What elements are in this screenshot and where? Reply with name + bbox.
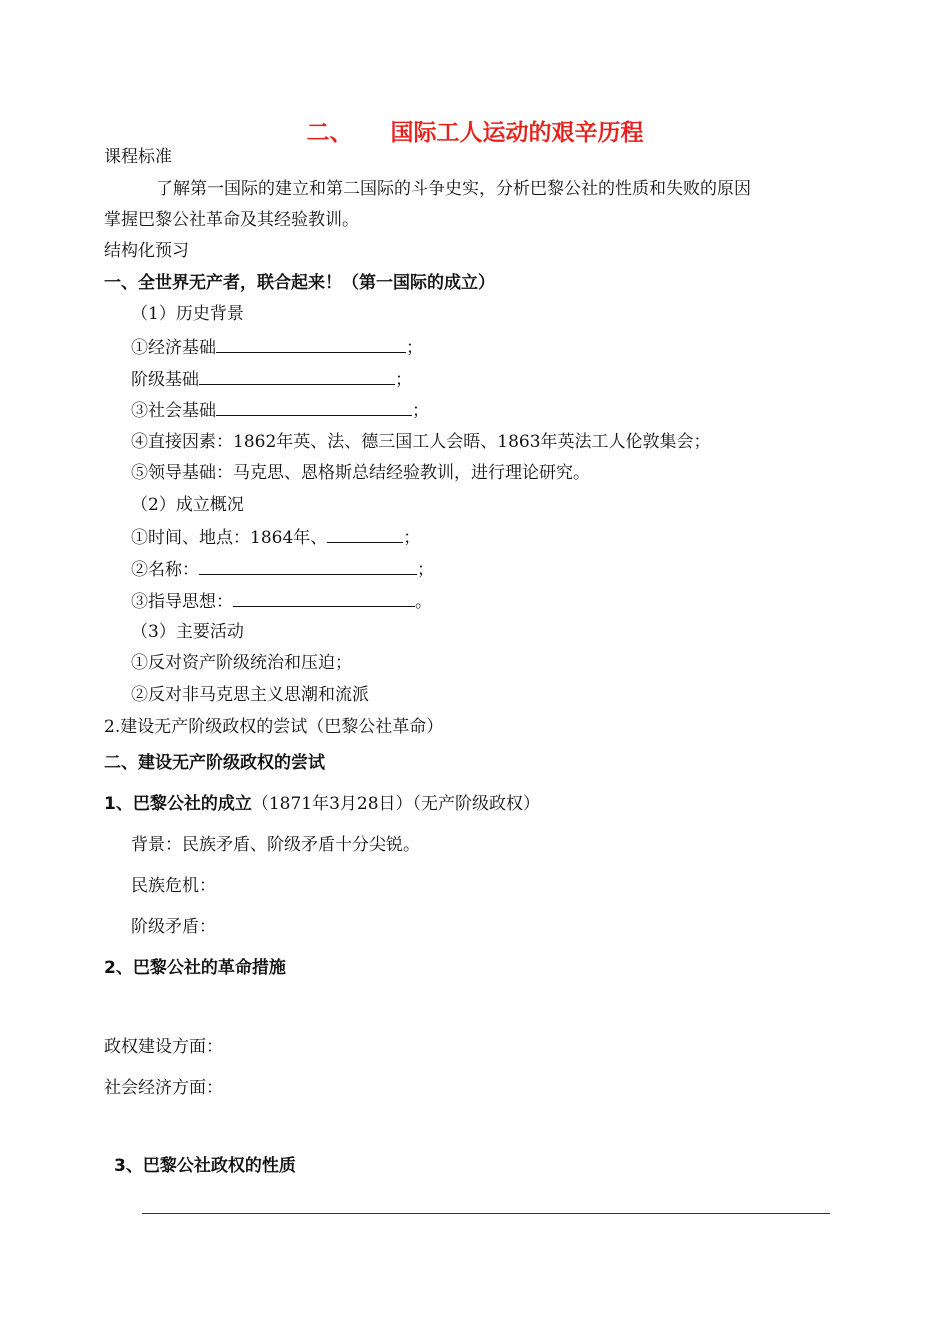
- title-text: 国际工人运动的艰辛历程: [390, 120, 644, 146]
- background-heading: （1）历史背景: [131, 304, 244, 324]
- commune-founding-item: [104, 793, 540, 815]
- answer-line[interactable]: [142, 1213, 830, 1214]
- commune-background: 背景：民族矛盾、阶级矛盾十分尖锐。: [131, 835, 420, 855]
- section-1-heading: 一、全世界无产者，联合起来！（第一国际的成立）: [104, 273, 495, 293]
- commune-founding-date: （1871年3月28日）（无产阶级政权）: [251, 794, 541, 814]
- commune-founding-label: 1、巴黎公社的成立: [104, 794, 252, 814]
- guiding-idea-blank[interactable]: [233, 590, 415, 607]
- section-2-intro: 2.建设无产阶级政权的尝试（巴黎公社革命）: [104, 717, 444, 737]
- social-basis-blank[interactable]: [216, 399, 412, 416]
- section-2-heading: 二、建设无产阶级政权的尝试: [104, 753, 325, 773]
- name-blank[interactable]: [199, 558, 417, 575]
- activity-1: ①反对资产阶级统治和压迫；: [131, 653, 352, 673]
- time-place-item: ①时间、地点：1864年、 ；: [131, 528, 421, 548]
- establishment-heading: （2）成立概况: [131, 495, 244, 515]
- document-title: [0, 118, 950, 148]
- standard-line-2: 掌握巴黎公社革命及其经验教训。: [104, 210, 359, 230]
- standard-line-1: 了解第一国际的建立和第二国际的斗争史实，分析巴黎公社的性质和失败的原因: [156, 179, 751, 199]
- revolutionary-measures-heading: 2、巴黎公社的革命措施: [104, 958, 286, 978]
- class-basis-item: 阶级基础 ；: [131, 370, 412, 390]
- standard-heading: 课程标准: [104, 147, 172, 167]
- guiding-idea-item: ③指导思想： 。: [131, 592, 432, 612]
- economic-basis-blank[interactable]: [216, 336, 406, 353]
- activity-2: ②反对非马克思主义思潮和流派: [131, 685, 369, 705]
- name-item: ②名称： ；: [131, 560, 434, 580]
- national-crisis-label: 民族危机：: [131, 876, 216, 896]
- direct-factor-item: ④直接因素：1862年英、法、德三国工人会晤、1863年英法工人伦敦集会；: [131, 432, 711, 452]
- class-conflict-label: 阶级矛盾：: [131, 917, 216, 937]
- leadership-basis-item: ⑤领导基础：马克思、恩格斯总结经验教训，进行理论研究。: [131, 463, 590, 483]
- preview-heading: 结构化预习: [104, 241, 189, 261]
- socioeconomic-label: 社会经济方面：: [104, 1078, 223, 1098]
- place-blank[interactable]: [327, 526, 403, 543]
- commune-nature-heading: 3、巴黎公社政权的性质: [114, 1156, 296, 1176]
- class-basis-blank[interactable]: [199, 368, 395, 385]
- title-number: 二、: [306, 120, 353, 146]
- activities-heading: （3）主要活动: [131, 622, 244, 642]
- social-basis-item: ③社会基础 ；: [131, 401, 429, 421]
- political-construction-label: 政权建设方面：: [104, 1037, 223, 1057]
- economic-basis-item: ①经济基础 ；: [131, 338, 423, 358]
